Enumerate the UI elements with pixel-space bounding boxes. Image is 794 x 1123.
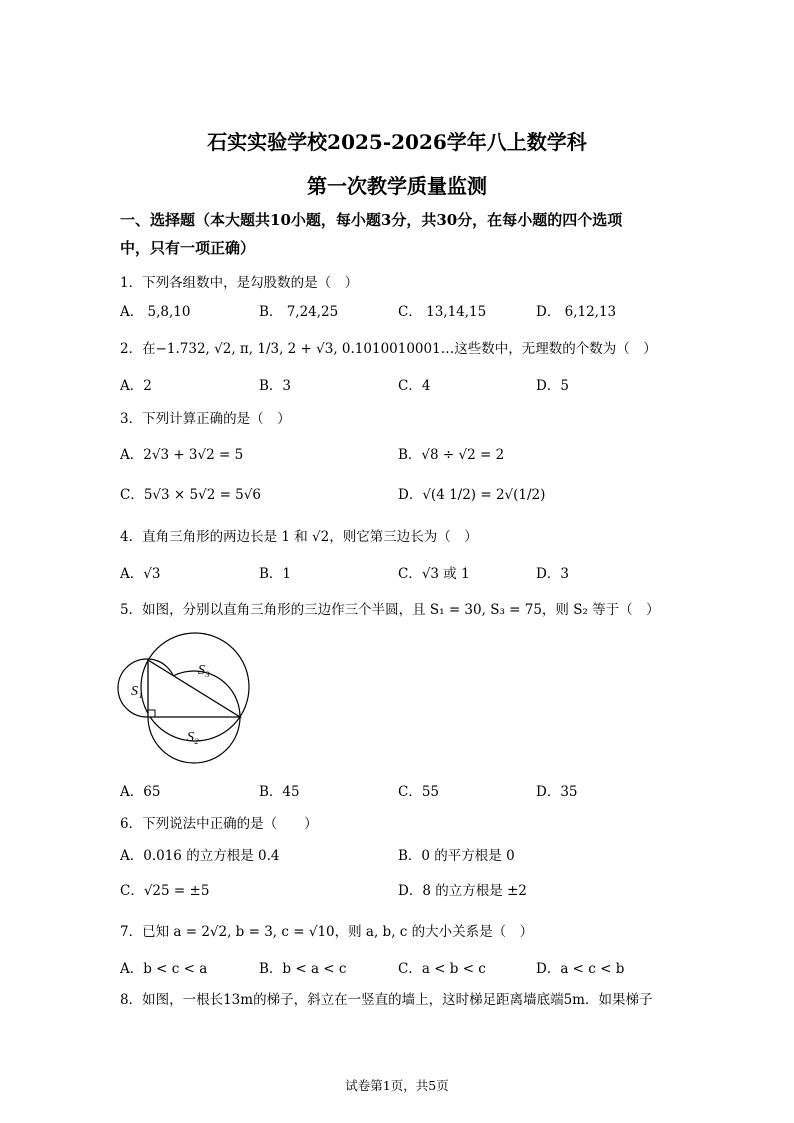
question-4-option-b: B．1 [259,566,292,582]
question-4-option-c: C．√3 或 1 [398,566,470,582]
question-6-stem: 6．下列说法中正确的是（ ） [120,816,318,832]
page-title: 石实实验学校2025-2026学年八上数学科 [207,130,587,154]
question-5-stem: 5．如图，分别以直角三角形的三边作三个半圆，且 S₁ = 30, S₃ = 75，则 S₂ 等于（ ） [120,602,660,618]
question-3-option-c: C．5√3 × 5√2 = 5√6 [120,487,261,503]
question-2-stem: 2．在−1.732, √2, π, 1/3, 2 + √3, 0.1010010001…这些数中，无理数的个数为（ ） [120,341,657,357]
question-4-option-a: A．√3 [120,566,161,582]
page-footer: 试卷第1页，共5页 [345,1078,449,1093]
question-1-stem: 1．下列各组数中，是勾股数的是（ ） [120,275,359,291]
section-heading: 一、选择题（本大题共10小题，每小题3分，共30分，在每小题的四个选项 [120,211,623,229]
question-4-option-d: D．3 [536,566,569,582]
question-7-option-b: B．b < a < c [259,961,347,977]
question-7-option-a: A．b < c < a [120,961,208,977]
label-s2: S₂ [187,730,199,745]
question-1-option-a: A． 5,8,10 [120,304,191,320]
page-subtitle: 第一次教学质量监测 [307,174,487,198]
question-2-option-b: B．3 [259,378,292,394]
question-3-option-b: B．√8 ÷ √2 = 2 [398,447,505,463]
question-1-option-d: D． 6,12,13 [536,304,617,320]
question-3-option-d: D．√(4 1/2) = 2√(1/2) [398,487,546,503]
question-6-option-d: D．8 的立方根是 ±2 [398,883,527,899]
question-3-option-a: A．2√3 + 3√2 = 5 [120,447,244,463]
question-4-stem: 4．直角三角形的两边长是 1 和 √2，则它第三边长为（ ） [120,529,478,545]
question-7-option-c: C．a < b < c [398,961,486,977]
question-7-option-d: D．a < c < b [536,961,625,977]
question-7-stem: 7．已知 a = 2√2, b = 3, c = √10，则 a, b, c 的大小关系是（ ） [120,924,534,940]
question-6-option-b: B．0 的平方根是 0 [398,848,515,864]
question-6-option-c: C．√25 = ±5 [120,883,210,899]
question-5-option-a: A．65 [120,784,161,800]
right-triangle [148,660,240,717]
question-5-option-b: B．45 [259,784,300,800]
question-1-option-b: B． 7,24,25 [259,304,339,320]
question-1-option-c: C． 13,14,15 [398,304,487,320]
question-8-stem: 8．如图，一根长13m的梯子，斜立在一竖直的墙上，这时梯足距离墙底端5m．如果梯子 [120,992,653,1008]
question-2-option-c: C．4 [398,378,431,394]
question-3-stem: 3．下列计算正确的是（ ） [120,411,291,427]
semicircles-figure [112,628,282,778]
section-heading-cont: 中，只有一项正确） [120,239,256,257]
question-5-option-c: C．55 [398,784,440,800]
question-2-option-d: D．5 [536,378,569,394]
label-s1: S₁ [131,684,143,699]
label-s3: S₃ [198,663,210,678]
question-5-option-d: D．35 [536,784,578,800]
question-2-option-a: A．2 [120,378,152,394]
question-6-option-a: A．0.016 的立方根是 0.4 [120,848,280,864]
